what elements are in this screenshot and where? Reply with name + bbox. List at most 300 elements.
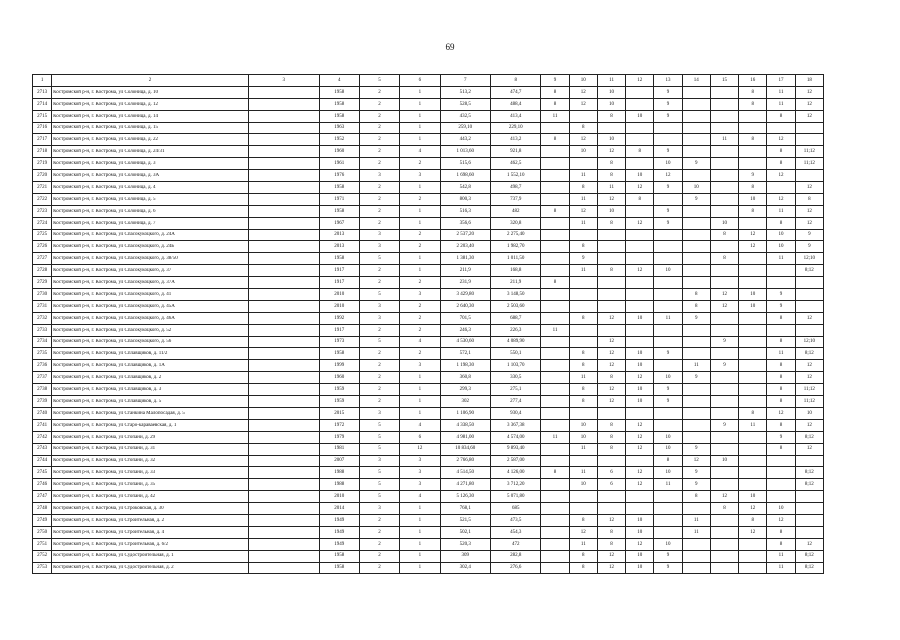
table-cell [248,550,319,562]
table-cell: 12 [626,419,654,431]
table-cell: 12 [626,217,654,229]
address-text: Костромской р-н, г. Кострома, ул Солоница, д. 10 [53,89,159,95]
table-cell: 8 [569,241,597,253]
table-cell [541,193,569,205]
address-cell [52,514,249,526]
table-cell: 8 [767,396,795,408]
table-cell: 12 [569,205,597,217]
table-cell [248,372,319,384]
table-cell [541,443,569,455]
table-cell: 10 [569,146,597,158]
address-cell [52,431,249,443]
table-cell: 12 [795,419,823,431]
table-row [33,550,824,562]
table-cell: 5 126,30 [440,491,490,503]
table-cell: 12 [597,562,625,574]
table-cell: 9 [710,336,738,348]
table-cell: 8 [767,419,795,431]
table-cell: 2 [359,134,399,146]
table-cell: 3 [400,360,440,372]
table-row [33,98,824,110]
table-cell: 737,9 [490,193,540,205]
row-number-cell: 2745 [33,467,52,479]
table-cell [739,348,767,360]
table-cell [248,205,319,217]
table-cell: 8 [569,514,597,526]
table-cell [682,253,710,265]
table-row [33,170,824,182]
table-cell: 8 [767,443,795,455]
page-number: 69 [445,42,455,52]
address-text: Костромской р-н, г. Кострома, ул Солоница, д. 3А [53,172,160,178]
table-cell: 10 [626,562,654,574]
table-cell: 5 [359,467,399,479]
table-cell [654,503,682,515]
table-cell: 9 [654,217,682,229]
table-cell: 1973 [319,336,359,348]
table-cell: 6 [597,467,625,479]
table-cell: 211,9 [440,265,490,277]
table-cell: 11 [569,467,597,479]
row-number-cell: 2744 [33,455,52,467]
address-text: Костромской р-н, г. Кострома, ул Стопани, д. 33 [53,470,156,476]
address-cell [52,229,249,241]
row-number-cell: 2738 [33,384,52,396]
table-cell: 4 126,00 [490,467,540,479]
table-cell [739,443,767,455]
table-cell: 11 [767,550,795,562]
table-cell: 1960 [319,372,359,384]
table-row [33,158,824,170]
table-cell [710,122,738,134]
row-number-cell: 2732 [33,312,52,324]
table-cell [710,265,738,277]
table-row [33,467,824,479]
table-cell: 8;12 [795,550,823,562]
table-cell [654,407,682,419]
table-cell [541,229,569,241]
table-cell: 2 [400,158,440,170]
address-text: Костромской р-н, г. Кострома, ул Строительная, д. 6/2 [53,541,169,547]
table-cell [541,455,569,467]
table-cell: 2 [359,277,399,289]
address-text: Костромской р-н, г. Кострома, ул Спасокукоцкого, д. 46А [53,315,175,321]
table-cell [248,396,319,408]
table-cell [739,253,767,265]
table-cell [597,455,625,467]
row-number-cell: 2735 [33,348,52,360]
table-cell: 3 [400,479,440,491]
table-cell [739,431,767,443]
table-cell: 8 [569,348,597,360]
table-cell: 515,6 [440,158,490,170]
table-cell: 309 [440,550,490,562]
table-cell: 11 [739,419,767,431]
address-cell [52,158,249,170]
row-number-cell: 2729 [33,277,52,289]
table-cell: 10 [654,443,682,455]
table-cell: 12 [597,514,625,526]
table-cell: 2013 [319,241,359,253]
table-cell: 9 [654,182,682,194]
table-cell: 11 [767,86,795,98]
table-cell: 276,6 [490,562,540,574]
table-cell: 4 981,00 [440,431,490,443]
table-cell: 1958 [319,98,359,110]
table-row [33,479,824,491]
table-cell: 572,1 [440,348,490,360]
table-cell [710,562,738,574]
table-cell [739,277,767,289]
table-cell: 8 [626,193,654,205]
table-cell [654,289,682,301]
table-cell: 443,2 [440,134,490,146]
table-cell: 8 [541,277,569,289]
table-cell [248,158,319,170]
address-text: Костромской р-н, г. Кострома, ул Судостроительная, д. 1 [53,553,174,559]
table-cell [248,419,319,431]
table-cell: 3 [400,467,440,479]
table-cell: 1958 [319,253,359,265]
table-cell: 8;12 [795,479,823,491]
table-row [33,122,824,134]
table-cell [626,336,654,348]
table-cell [795,514,823,526]
table-cell: 12 [795,538,823,550]
table-cell [626,205,654,217]
table-cell: 12;10 [795,336,823,348]
table-cell: 1 [400,538,440,550]
table-cell: 498,7 [490,182,540,194]
table-cell: 12 [597,384,625,396]
table-row [33,253,824,265]
column-header: 18 [795,75,823,87]
table-cell [710,550,738,562]
table-cell [682,538,710,550]
table-cell [739,312,767,324]
table-cell [710,514,738,526]
table-cell: 10 [767,229,795,241]
table-cell: 8 [569,182,597,194]
address-text: Костромской р-н, г. Кострома, ул Спасокукоцкого, д. 52 [53,327,172,333]
table-row [33,396,824,408]
table-cell: 3 712,20 [490,479,540,491]
table-cell: 9 893,40 [490,443,540,455]
table-cell: 6 [597,479,625,491]
table-cell [654,324,682,336]
address-text: Костромской р-н, г. Кострома, ул Спасокукоцкого, д. 56 [53,339,172,345]
table-cell: 454,3 [490,526,540,538]
table-cell: 2 [359,146,399,158]
table-cell: 12 [739,241,767,253]
table-cell: 1 [400,562,440,574]
table-cell: 2007 [319,455,359,467]
table-cell: 12 [569,134,597,146]
table-cell [626,98,654,110]
address-cell [52,241,249,253]
table-cell: 2 [359,514,399,526]
address-text: Костромской р-н, г. Кострома, ул Спасокукоцкого, д. 24Б [53,244,175,250]
address-cell [52,407,249,419]
table-cell: 2010 [319,289,359,301]
column-header: 12 [626,75,654,87]
table-cell [682,550,710,562]
table-cell [597,241,625,253]
table-cell: 12 [597,193,625,205]
table-cell: 11 [569,170,597,182]
table-cell: 11 [541,431,569,443]
table-cell [654,229,682,241]
table-cell [654,241,682,253]
table-cell [248,538,319,550]
table-cell: 8 [597,217,625,229]
table-cell: 12 [569,526,597,538]
table-cell: 8 [767,360,795,372]
table-cell: 1988 [319,479,359,491]
table-cell: 246,3 [440,324,490,336]
table-cell: 12 [597,312,625,324]
table-cell [597,277,625,289]
table-cell: 11;12 [795,158,823,170]
table-cell: 259,10 [440,122,490,134]
table-cell: 12 [795,372,823,384]
table-cell: 1958 [319,562,359,574]
table-cell: 231,9 [440,277,490,289]
address-cell [52,336,249,348]
table-cell: 3 [359,455,399,467]
table-cell: 11 [767,348,795,360]
table-cell: 10 [569,431,597,443]
table-cell: 2 [400,241,440,253]
table-cell: 12 [739,526,767,538]
table-cell: 2 [359,324,399,336]
table-cell: 10 [739,491,767,503]
table-cell [248,265,319,277]
table-cell: 2 [400,229,440,241]
table-cell: 10 [626,514,654,526]
table-cell: 12 [597,396,625,408]
table-cell: 1 [400,86,440,98]
table-cell: 3 [359,300,399,312]
table-cell [710,407,738,419]
table-cell [248,193,319,205]
table-cell [710,348,738,360]
table-cell: 8 [597,265,625,277]
row-number-cell: 2713 [33,86,52,98]
table-cell [739,455,767,467]
table-cell: 10 [626,170,654,182]
row-number-cell: 2753 [33,562,52,574]
table-cell: 8 [654,455,682,467]
table-cell: 1 [400,205,440,217]
table-cell: 1961 [319,158,359,170]
table-cell [795,324,823,336]
table-row [33,277,824,289]
table-cell: 10 [626,348,654,360]
address-cell [52,384,249,396]
table-cell: 10 [626,396,654,408]
row-number-cell: 2733 [33,324,52,336]
table-cell: 4 514,50 [440,467,490,479]
table-cell: 1981 [319,443,359,455]
table-cell: 12 [569,86,597,98]
table-cell [767,182,795,194]
address-cell [52,324,249,336]
table-cell [597,503,625,515]
table-cell: 1958 [319,110,359,122]
table-cell: 356,6 [440,217,490,229]
row-number-cell: 2731 [33,300,52,312]
table-cell [654,122,682,134]
table-cell: 9 [654,550,682,562]
table-cell: 3 429,80 [440,289,490,301]
table-row [33,360,824,372]
address-text: Костромской р-н, г. Кострома, ул Спасокукоцкого, д. 24А [53,232,175,238]
table-cell: 5 [359,289,399,301]
table-cell: 1 [400,550,440,562]
table-cell: 10 [739,193,767,205]
table-cell [541,265,569,277]
table-cell: 9 [654,98,682,110]
table-cell [569,158,597,170]
table-cell: 10 [654,431,682,443]
table-cell [739,384,767,396]
table-cell [248,526,319,538]
address-cell [52,348,249,360]
table-cell: 513,2 [440,86,490,98]
table-cell: 9 [795,241,823,253]
table-cell: 10 [654,372,682,384]
table-cell: 10 [626,550,654,562]
table-cell [654,360,682,372]
table-cell: 1988 [319,467,359,479]
table-cell [248,324,319,336]
address-text: Костромской р-н, г. Кострома, ул Сплавщиков, д. 3 [53,387,162,392]
table-cell: 10 [626,526,654,538]
table-cell: 8 [767,158,795,170]
table-cell [248,336,319,348]
table-cell [795,526,823,538]
table-cell [541,407,569,419]
table-cell: 8 [569,562,597,574]
table-cell [710,479,738,491]
address-cell [52,491,249,503]
row-number-cell: 2722 [33,193,52,205]
table-cell: 8 [541,205,569,217]
table-cell: 3 367,38 [490,419,540,431]
table-cell [710,193,738,205]
table-cell: 3 [359,407,399,419]
table-cell: 12 [767,134,795,146]
table-cell [682,170,710,182]
table-cell: 9 [682,443,710,455]
table-cell [795,122,823,134]
table-cell: 11 [569,443,597,455]
table-cell [541,562,569,574]
table-cell [569,277,597,289]
table-cell: 9 [767,431,795,443]
table-cell: 11 [710,134,738,146]
table-cell [541,300,569,312]
row-number-cell: 2749 [33,514,52,526]
address-cell [52,217,249,229]
table-cell: 3 [359,241,399,253]
table-cell: 211,9 [490,277,540,289]
address-cell [52,253,249,265]
table-cell: 1 [400,110,440,122]
table-cell: 8 [739,407,767,419]
table-cell [710,443,738,455]
table-cell [739,336,767,348]
table-cell [626,277,654,289]
row-number-cell: 2752 [33,550,52,562]
column-header: 1 [33,75,52,87]
table-cell [248,122,319,134]
table-cell [739,110,767,122]
table-cell: 12 [795,182,823,194]
table-cell: 2 [359,526,399,538]
table-cell: 10 [626,360,654,372]
row-number-cell: 2739 [33,396,52,408]
address-text: Костромской р-н, г. Кострома, ул Стопани, д. 31 [53,446,156,452]
table-cell: 2 537,20 [440,229,490,241]
address-text: Костромской р-н, г. Кострома, ул Солоница, д. 7 [53,220,156,226]
table-cell [541,538,569,550]
table-cell: 1958 [319,550,359,562]
table-cell: 4 089,90 [490,336,540,348]
address-cell [52,265,249,277]
address-cell [52,550,249,562]
table-cell: 12 [795,110,823,122]
table-cell: 8 [597,372,625,384]
address-cell [52,396,249,408]
table-cell [682,229,710,241]
table-cell: 8 [569,384,597,396]
table-cell: 8 [597,110,625,122]
address-cell [52,467,249,479]
table-cell: 1 381,30 [440,253,490,265]
table-cell [626,134,654,146]
table-cell: 1967 [319,217,359,229]
table-cell: 11 [569,217,597,229]
table-cell: 12 [626,538,654,550]
table-cell: 12 [626,265,654,277]
table-cell [682,98,710,110]
table-cell [541,479,569,491]
table-cell [682,134,710,146]
table-cell [248,384,319,396]
table-cell: 1 552,10 [490,170,540,182]
housing-table [32,74,824,574]
column-header: 5 [359,75,399,87]
table-row [33,146,824,158]
table-cell: 9 [654,562,682,574]
table-cell: 1963 [319,122,359,134]
table-cell: 10 [710,455,738,467]
table-cell [541,514,569,526]
table-cell: 10 [626,384,654,396]
table-cell: 9 [682,479,710,491]
table-cell: 11 [767,562,795,574]
table-row [33,312,824,324]
table-cell: 12 [626,431,654,443]
column-header: 11 [597,75,625,87]
table-cell [248,467,319,479]
table-cell: 1999 [319,360,359,372]
address-cell [52,479,249,491]
row-number-cell: 2742 [33,431,52,443]
table-cell [710,205,738,217]
